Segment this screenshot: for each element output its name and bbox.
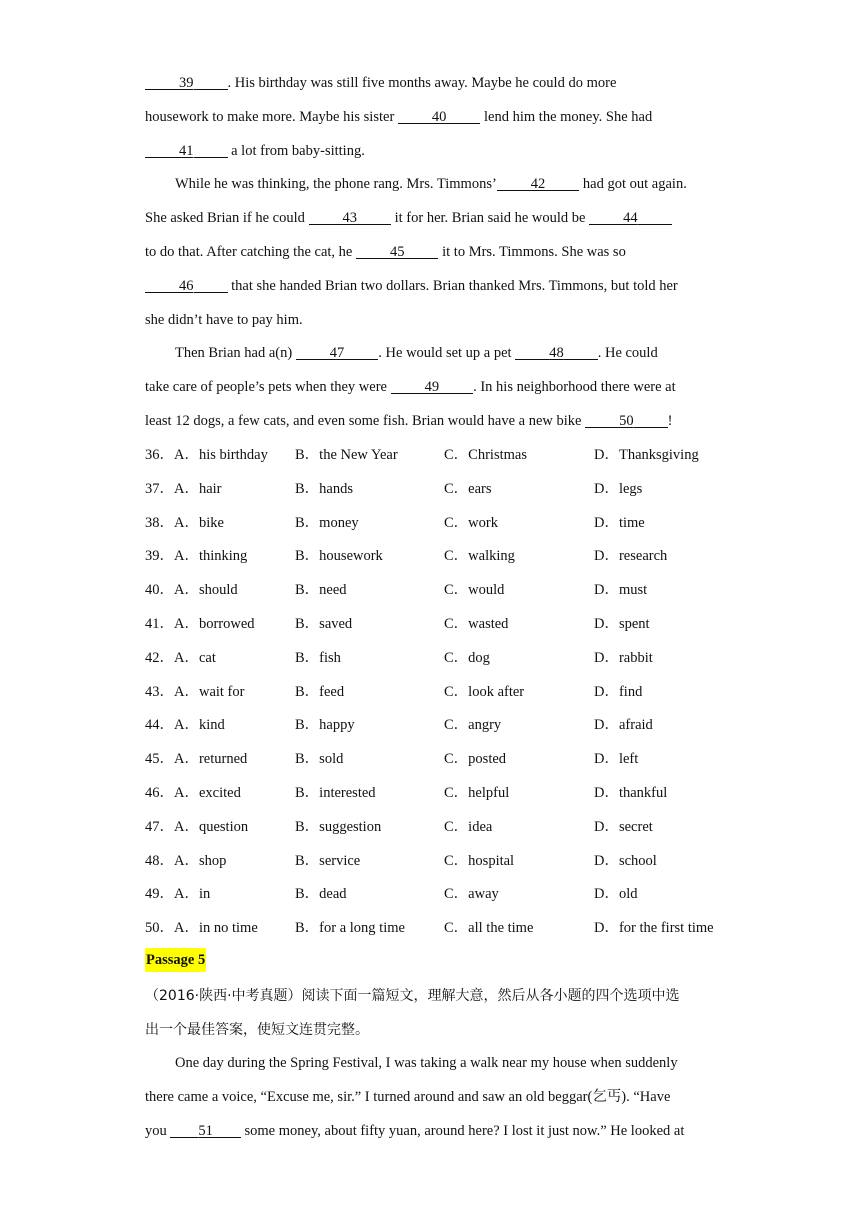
option-a bbox=[145, 544, 247, 568]
option-d: D．rabbit bbox=[594, 650, 653, 666]
question-number: 44． bbox=[145, 717, 174, 733]
option-a-text: A．his birthday bbox=[174, 447, 268, 463]
question-number: 50． bbox=[145, 920, 174, 936]
option-a-text: A．wait for bbox=[174, 684, 245, 700]
option-a bbox=[145, 646, 216, 670]
option-a-text: A．shop bbox=[174, 853, 227, 869]
question-number: 37． bbox=[145, 481, 174, 497]
question-number: 38． bbox=[145, 515, 174, 531]
option-b: B．need bbox=[295, 582, 347, 598]
option-c: C．posted bbox=[444, 751, 507, 767]
question-row bbox=[145, 477, 725, 501]
option-a-text: A．borrowed bbox=[174, 616, 255, 632]
text-line: 39 . His birthday was still five months away. Maybe he could do more bbox=[145, 71, 720, 95]
option-c: C．ears bbox=[444, 481, 492, 497]
text-line: One day during the Spring Festival, I was taking a walk near my house when suddenly bbox=[175, 1055, 678, 1071]
question-number: 39． bbox=[145, 548, 174, 564]
option-a bbox=[145, 713, 225, 737]
option-b: B．for a long time bbox=[295, 920, 405, 936]
option-a bbox=[145, 680, 244, 704]
option-b: B．housework bbox=[295, 548, 383, 564]
passage-label: Passage 5 bbox=[145, 948, 206, 972]
text-line: 46 that she handed Brian two dollars. Brian thanked Mrs. Timmons, but told her bbox=[145, 274, 720, 298]
option-c: C．idea bbox=[444, 819, 493, 835]
question-row bbox=[145, 713, 725, 737]
option-b: B．fish bbox=[295, 650, 341, 666]
question-row bbox=[145, 747, 725, 771]
question-row bbox=[145, 882, 725, 906]
option-a-text: A．should bbox=[174, 582, 238, 598]
blank-40: 40 bbox=[398, 105, 481, 129]
option-b: B．saved bbox=[295, 616, 353, 632]
blank-50: 50 bbox=[585, 409, 668, 433]
option-b: B．feed bbox=[295, 684, 345, 700]
option-a bbox=[145, 916, 258, 940]
instruction-line: 出一个最佳答案，使短文连贯完整。 bbox=[145, 1022, 369, 1038]
option-d: D．research bbox=[594, 548, 668, 564]
option-d: D．Thanksgiving bbox=[594, 447, 699, 463]
option-b: B．suggestion bbox=[295, 819, 382, 835]
option-d: D．old bbox=[594, 886, 638, 902]
blank-39: 39 bbox=[145, 71, 228, 95]
text-line: least 12 dogs, a few cats, and even some fish. Brian would have a new bike 50 ! bbox=[145, 409, 720, 433]
text-line: to do that. After catching the cat, he 45 it to Mrs. Timmons. She was so bbox=[145, 240, 720, 264]
option-d: D．spent bbox=[594, 616, 650, 632]
option-a bbox=[145, 443, 268, 467]
text-line: housework to make more. Maybe his sister 40 lend him the money. She had bbox=[145, 105, 720, 129]
option-d: D．find bbox=[594, 684, 643, 700]
option-a-text: A．in no time bbox=[174, 920, 258, 936]
question-row bbox=[145, 849, 725, 873]
option-c: C．walking bbox=[444, 548, 515, 564]
question-row bbox=[145, 680, 725, 704]
option-d: D．for the first time bbox=[594, 920, 714, 936]
question-number: 43． bbox=[145, 684, 174, 700]
option-c: C．Christmas bbox=[444, 447, 527, 463]
question-row bbox=[145, 646, 725, 670]
option-a bbox=[145, 849, 226, 873]
question-number: 36． bbox=[145, 447, 174, 463]
question-row bbox=[145, 511, 725, 535]
option-a bbox=[145, 511, 224, 535]
blank-43: 43 bbox=[309, 206, 392, 230]
blank-48: 48 bbox=[515, 341, 598, 365]
option-a-text: A．cat bbox=[174, 650, 216, 666]
question-row bbox=[145, 578, 725, 602]
question-number: 49． bbox=[145, 886, 174, 902]
question-number: 48． bbox=[145, 853, 174, 869]
option-c: C．helpful bbox=[444, 785, 510, 801]
text-line: take care of people’s pets when they were 49 . In his neighborhood there were at bbox=[145, 375, 720, 399]
text-line: She asked Brian if he could 43 it for her. Brian said he would be 44 bbox=[145, 206, 720, 230]
option-a-text: A．returned bbox=[174, 751, 248, 767]
blank-42: 42 bbox=[497, 172, 580, 196]
option-b: B．money bbox=[295, 515, 359, 531]
question-number: 42． bbox=[145, 650, 174, 666]
option-a-text: A．bike bbox=[174, 515, 224, 531]
option-a bbox=[145, 578, 238, 602]
question-row bbox=[145, 815, 725, 839]
option-a-text: A．hair bbox=[174, 481, 222, 497]
option-c: C．work bbox=[444, 515, 498, 531]
blank-41: 41 bbox=[145, 139, 228, 163]
option-a bbox=[145, 882, 210, 906]
option-c: C．all the time bbox=[444, 920, 534, 936]
question-row bbox=[145, 443, 725, 467]
text-line: While he was thinking, the phone rang. Mrs. Timmons’ 42 had got out again. bbox=[145, 172, 720, 196]
option-c: C．wasted bbox=[444, 616, 509, 632]
blank-51: 51 bbox=[170, 1119, 241, 1143]
option-c: C．look after bbox=[444, 684, 525, 700]
option-c: C．would bbox=[444, 582, 505, 598]
instruction-line: （2016·陕西·中考真题）阅读下面一篇短文，理解大意，然后从各小题的四个选项中选 bbox=[145, 988, 680, 1004]
option-a-text: A．kind bbox=[174, 717, 225, 733]
option-d: D．time bbox=[594, 515, 645, 531]
question-number: 47． bbox=[145, 819, 174, 835]
question-row bbox=[145, 781, 725, 805]
question-row bbox=[145, 916, 725, 940]
option-d: D．school bbox=[594, 853, 657, 869]
blank-45: 45 bbox=[356, 240, 439, 264]
text-line: 41 a lot from baby-sitting. bbox=[145, 139, 720, 163]
question-number: 46． bbox=[145, 785, 174, 801]
text-line: she didn’t have to pay him. bbox=[145, 312, 303, 328]
option-d: D．left bbox=[594, 751, 639, 767]
blank-49: 49 bbox=[391, 375, 474, 399]
blank-47: 47 bbox=[296, 341, 379, 365]
option-c: C．away bbox=[444, 886, 499, 902]
question-number: 45． bbox=[145, 751, 174, 767]
option-d: D．afraid bbox=[594, 717, 653, 733]
option-c: C．angry bbox=[444, 717, 502, 733]
option-d: D．thankful bbox=[594, 785, 668, 801]
option-d: D．legs bbox=[594, 481, 643, 497]
question-row bbox=[145, 612, 725, 636]
blank-44: 44 bbox=[589, 206, 672, 230]
option-a bbox=[145, 612, 255, 636]
option-d: D．secret bbox=[594, 819, 653, 835]
option-b: B．sold bbox=[295, 751, 344, 767]
option-b: B．service bbox=[295, 853, 361, 869]
option-a-text: A．thinking bbox=[174, 548, 248, 564]
question-number: 40． bbox=[145, 582, 174, 598]
option-a bbox=[145, 747, 247, 771]
text-line: Then Brian had a(n) 47 . He would set up a pet 48 . He could bbox=[145, 341, 720, 365]
question-number: 41． bbox=[145, 616, 174, 632]
option-a-text: A．in bbox=[174, 886, 211, 902]
option-a-text: A．question bbox=[174, 819, 249, 835]
option-b: B．happy bbox=[295, 717, 355, 733]
option-b: B．interested bbox=[295, 785, 376, 801]
option-a bbox=[145, 815, 248, 839]
text-line: there came a voice, “Excuse me, sir.” I turned around and saw an old beggar(乞丐). “Have bbox=[145, 1089, 671, 1105]
option-d: D．must bbox=[594, 582, 648, 598]
option-c: C．hospital bbox=[444, 853, 515, 869]
option-b: B．the New Year bbox=[295, 447, 398, 463]
text-line: you 51 some money, about fifty yuan, around here? I lost it just now.” He looked at bbox=[145, 1119, 720, 1143]
option-b: B．hands bbox=[295, 481, 353, 497]
option-a-text: A．excited bbox=[174, 785, 241, 801]
option-a bbox=[145, 477, 222, 501]
blank-46: 46 bbox=[145, 274, 228, 298]
option-c: C．dog bbox=[444, 650, 490, 666]
question-row bbox=[145, 544, 725, 568]
option-b: B．dead bbox=[295, 886, 347, 902]
option-a bbox=[145, 781, 241, 805]
